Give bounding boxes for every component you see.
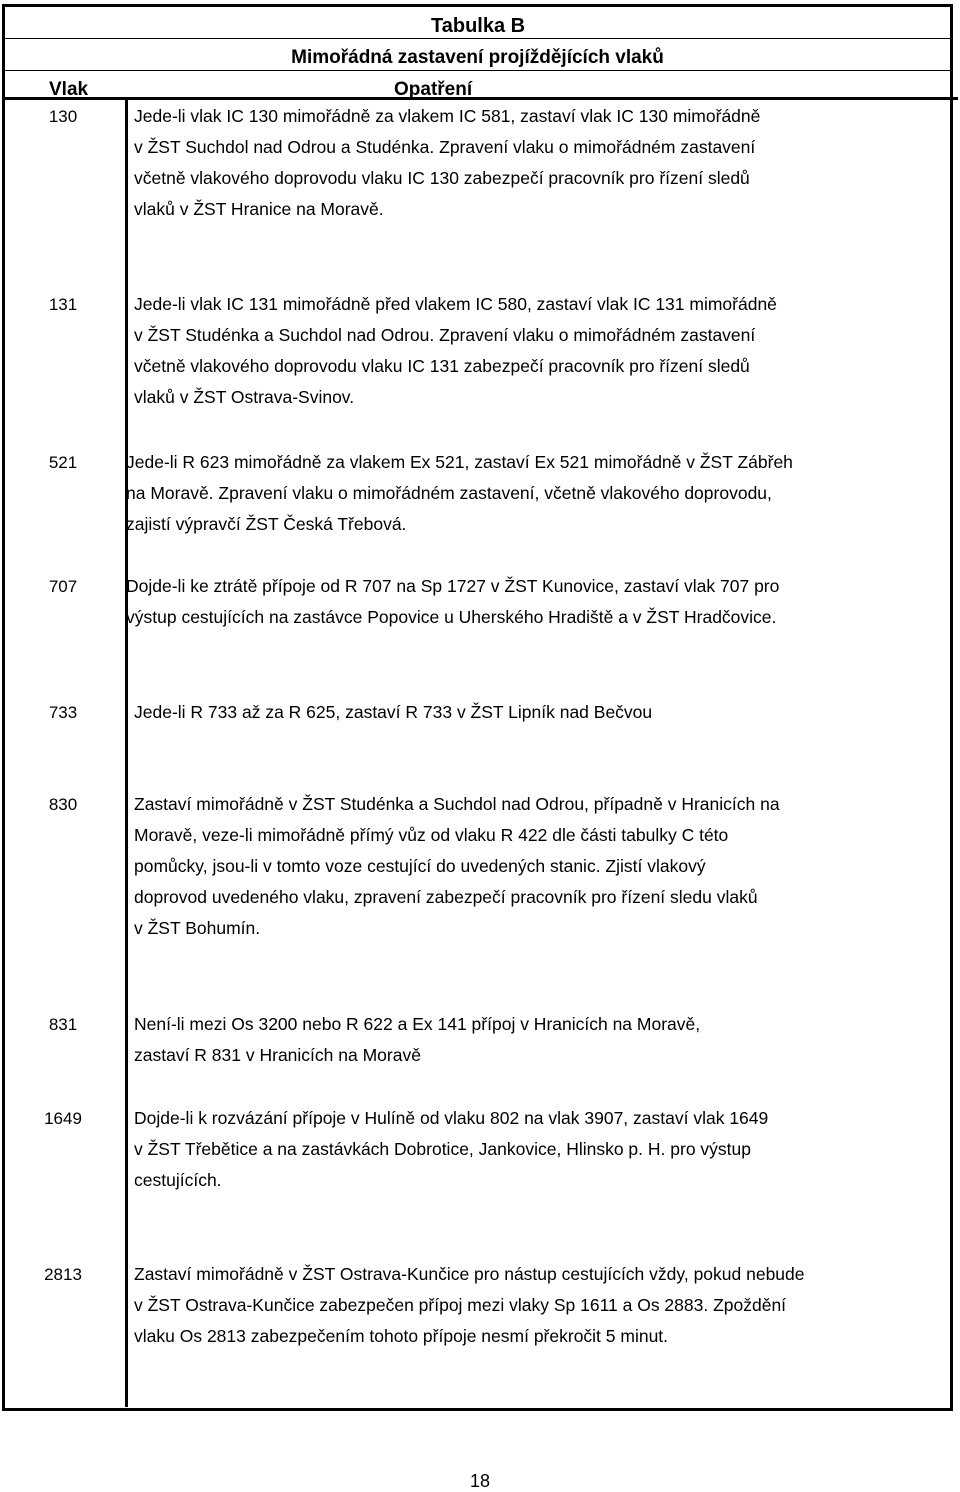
measure-text: Jede-li vlak IC 131 mimořádně před vlakem IC 580, zastaví vlak IC 131 mimořádně v ŽST Studénka a Suchdol nad Odrou. Zpravení vlaku o mimořádném zastavení včetně vlakového doprovodu vlaku IC 131 zabezpečí pracovník pro řízení sledů vlaků v ŽST Ostrava-Svinov.	[134, 294, 777, 407]
train-number: 830	[48, 795, 78, 814]
measure-text: Není-li mezi Os 3200 nebo R 622 a Ex 141 přípoj v Hranicích na Moravě, zastaví R 831 v Hranicích na Moravě	[134, 1014, 701, 1065]
table-title: Tabulka B	[431, 15, 526, 37]
train-number: 2813	[44, 1265, 82, 1284]
train-number: 1649	[44, 1109, 82, 1128]
column-header-train: Vlak	[49, 79, 89, 100]
measure-text: Jede-li R 733 až za R 625, zastaví R 733 v ŽST Lipník nad Bečvou	[134, 702, 653, 722]
column-divider	[125, 97, 128, 1407]
table-subtitle: Mimořádná zastavení projíždějících vlaků	[291, 47, 664, 68]
measure-text: Jede-li vlak IC 130 mimořádně za vlakem IC 581, zastaví vlak IC 130 mimořádně v ŽST Suchdol nad Odrou a Studénka. Zpravení vlaku o mimořádném zastavení včetně vlakového doprovodu vlaku IC 130 zabezpečí pracovník pro řízení sledů vlaků v ŽST Hranice na Moravě.	[134, 106, 761, 219]
train-number: 130	[48, 107, 78, 126]
header-bottom-border	[2, 97, 958, 100]
header-divider	[5, 70, 950, 71]
measure-text: Zastaví mimořádně v ŽST Ostrava-Kunčice pro nástup cestujících vždy, pokud nebude v ŽST Ostrava-Kunčice zabezpečen přípoj mezi vlaky Sp 1611 a Os 2883. Zpoždění vlaku Os 2813 zabezpečením tohoto přípoje nesmí překročit 5 minut.	[134, 1264, 805, 1346]
train-number: 131	[48, 295, 78, 314]
measure-text: Dojde-li k rozvázání přípoje v Hulíně od vlaku 802 na vlak 3907, zastaví vlak 1649 v ŽST Třebětice a na zastávkách Dobrotice, Jankovice, Hlinsko p. H. pro výstup cestujících.	[134, 1108, 769, 1190]
train-number: 733	[48, 703, 78, 722]
page-number: 18	[469, 1471, 491, 1491]
measure-text: Jede-li R 623 mimořádně za vlakem Ex 521, zastaví Ex 521 mimořádně v ŽST Zábřeh na Moravě. Zpravení vlaku o mimořádném zastavení, včetně vlakového doprovodu, zajistí výpravčí ŽST Česká Třebová.	[126, 452, 793, 534]
train-number: 707	[48, 577, 78, 596]
header-divider	[5, 38, 950, 39]
column-header-measure: Opatření	[394, 79, 473, 100]
train-number: 831	[48, 1015, 78, 1034]
measure-text: Zastaví mimořádně v ŽST Studénka a Suchdol nad Odrou, případně v Hranicích na Moravě, veze-li mimořádně přímý vůz od vlaku R 422 dle části tabulky C této pomůcky, jsou-li v tomto voze cestující do uvedených stanic. Zjistí vlakový doprovod uvedeného vlaku, zpravení zabezpečí pracovník pro řízení sledu vlaků v ŽST Bohumín.	[134, 794, 780, 938]
measure-text: Dojde-li ke ztrátě přípoje od R 707 na Sp 1727 v ŽST Kunovice, zastaví vlak 707 pro výstup cestujících na zastávce Popovice u Uherského Hradiště a v ŽST Hradčovice.	[126, 576, 780, 627]
train-number: 521	[48, 453, 78, 472]
